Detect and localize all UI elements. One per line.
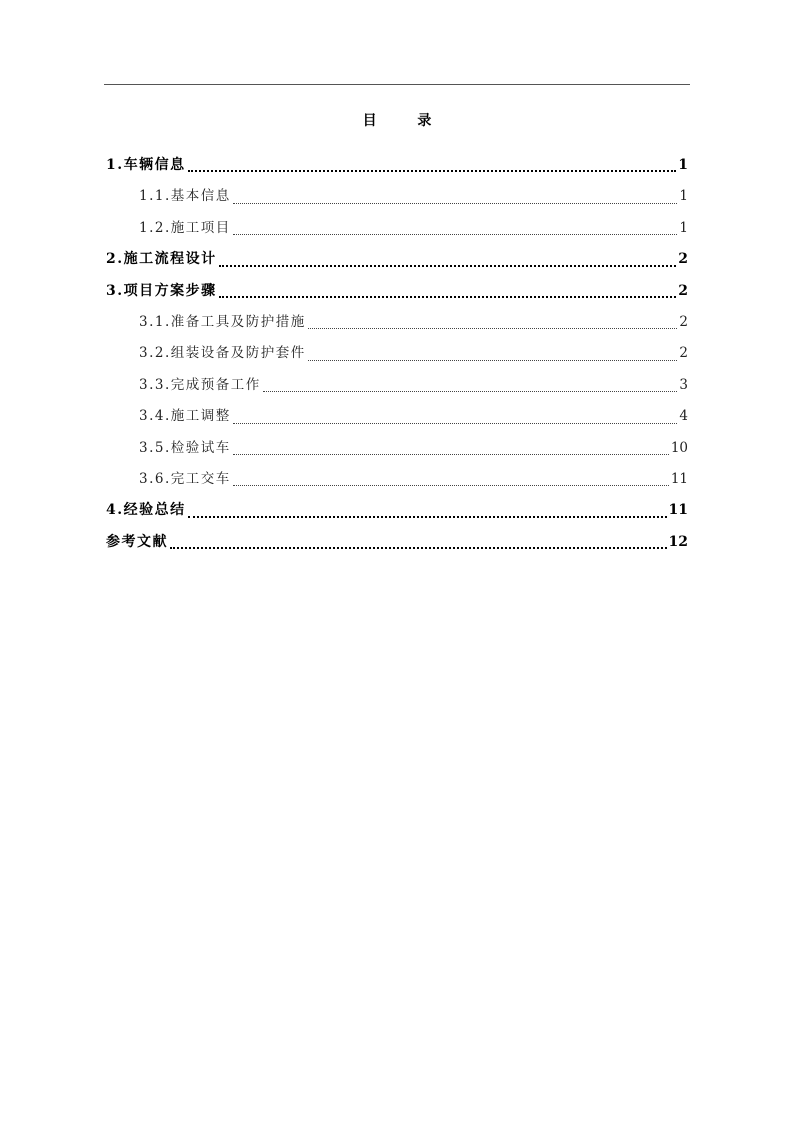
toc-dot-leader <box>170 547 667 549</box>
toc-entry-text: 1.车辆信息 <box>106 157 186 173</box>
toc-entry-text: 2.施工流程设计 <box>106 251 217 268</box>
toc-entry-text: 1.1.基本信息 <box>139 188 231 205</box>
toc-page-number: 10 <box>670 439 688 456</box>
toc-page-number: 3 <box>679 376 688 393</box>
toc-entry[interactable] <box>106 150 688 181</box>
toc-dot-leader <box>233 454 669 455</box>
toc-dot-leader <box>219 265 677 267</box>
toc-page-number: 11 <box>670 470 688 487</box>
toc-dot-leader <box>308 328 678 329</box>
toc-entry[interactable] <box>106 433 688 464</box>
toc-title: 目 录 <box>362 113 450 129</box>
toc-entry[interactable] <box>106 527 688 558</box>
toc-entry-text: 3.3.完成预备工作 <box>139 376 261 393</box>
toc-entry-text: 1.2.施工项目 <box>139 219 231 236</box>
toc-dot-leader <box>263 391 678 392</box>
toc-page-number: 1 <box>678 157 688 173</box>
toc-entry[interactable] <box>106 464 688 495</box>
toc-entry-text: 参考文献 <box>106 533 168 550</box>
toc-dot-leader <box>233 203 678 204</box>
toc-entry-text: 3.6.完工交车 <box>139 470 231 487</box>
toc-entry-text: 3.项目方案步骤 <box>106 282 217 299</box>
toc-entry[interactable] <box>106 276 688 307</box>
toc-entry-text: 3.4.施工调整 <box>139 408 231 425</box>
toc-entry-text: 3.1.准备工具及防护措施 <box>139 313 306 330</box>
toc-page-number: 2 <box>678 282 688 299</box>
toc-entry[interactable] <box>106 338 688 369</box>
toc-page-number: 2 <box>679 345 688 362</box>
toc-dot-leader <box>188 170 677 172</box>
header-rule <box>104 84 690 85</box>
toc-page-number: 11 <box>668 502 688 519</box>
toc-entry[interactable] <box>106 244 688 275</box>
toc-entry[interactable] <box>106 213 688 244</box>
toc-entry-text: 4.经验总结 <box>106 502 186 519</box>
toc-page-number: 2 <box>678 251 688 268</box>
toc-entry-text: 3.5.检验试车 <box>139 439 231 456</box>
toc-entry[interactable] <box>106 307 688 338</box>
toc-dot-leader <box>233 423 678 424</box>
toc-entry-text: 3.2.组装设备及防护套件 <box>139 345 306 362</box>
toc-dot-leader <box>233 234 678 235</box>
toc-page-number: 1 <box>679 188 688 205</box>
toc-dot-leader <box>233 485 669 486</box>
toc-entry[interactable] <box>106 181 688 212</box>
toc-dot-leader <box>219 296 677 298</box>
toc-entry[interactable] <box>106 370 688 401</box>
toc-page-number: 2 <box>679 313 688 330</box>
toc-dot-leader <box>188 516 667 518</box>
toc-entry[interactable] <box>106 401 688 432</box>
toc-page-number: 12 <box>668 533 688 550</box>
toc-dot-leader <box>308 360 678 361</box>
toc-page-number: 1 <box>679 219 688 236</box>
table-of-contents <box>106 150 688 558</box>
toc-page-number: 4 <box>679 408 688 425</box>
toc-entry[interactable] <box>106 495 688 526</box>
